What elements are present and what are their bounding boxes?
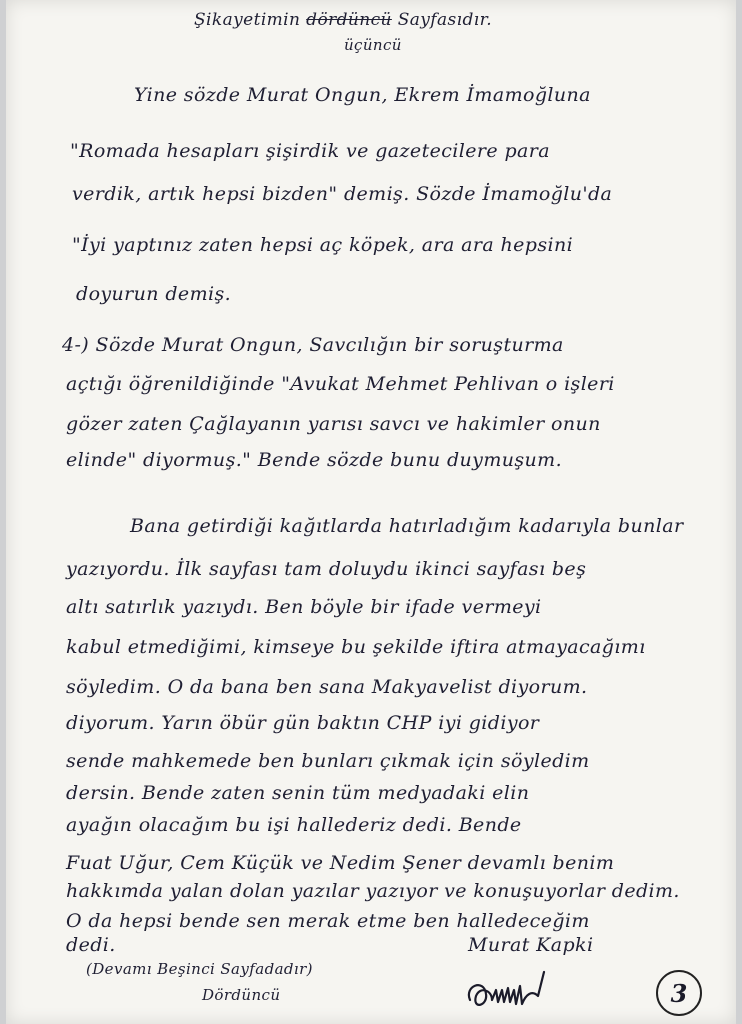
body-line: Yine sözde Murat Ongun, Ekrem İmamoğluna [134, 84, 591, 106]
body-line: kabul etmediğimi, kimseye bu şekilde iftira atmayacağımı [66, 636, 646, 658]
header-prefix: Şikayetimin [194, 10, 301, 30]
header-suffix: Sayfasıdır. [397, 10, 493, 30]
body-line: gözer zaten Çağlayanın yarısı savcı ve hakimler onun [66, 413, 601, 435]
body-line: dersin. Bende zaten senin tüm medyadaki elin [66, 782, 530, 804]
continuation-correction: Dördüncü [202, 986, 281, 1004]
page-number-badge: 3 [656, 970, 702, 1016]
body-line: açtığı öğrenildiğinde "Avukat Mehmet Pehlivan o işleri [66, 373, 615, 395]
body-line: Fuat Uğur, Cem Küçük ve Nedim Şener devamlı benim [66, 852, 615, 874]
body-line: dedi. [66, 934, 116, 956]
body-line: doyurun demiş. [76, 283, 232, 305]
body-line: O da hepsi bende sen merak etme ben halledeceğim [66, 910, 590, 932]
body-line: hakkımda yalan dolan yazılar yazıyor ve konuşuyorlar dedim. [66, 880, 680, 902]
handwritten-letter-page [6, 0, 736, 1024]
body-line: "Romada hesapları şişirdik ve gazetecilere para [70, 140, 550, 162]
body-line: altı satırlık yazıydı. Ben böyle bir ifade vermeyi [66, 596, 542, 618]
continuation-note: (Devamı Beşinci Sayfadadır) [86, 960, 313, 978]
body-line: sende mahkemede ben bunları çıkmak için söyledim [66, 750, 590, 772]
signature-name: Murat Kapki [468, 934, 594, 956]
body-line: ayağın olacağım bu işi hallederiz dedi. Bende [66, 814, 522, 836]
page-header [194, 10, 492, 30]
handwritten-signature [462, 960, 554, 1016]
body-line: Bana getirdiği kağıtlarda hatırladığım kadarıyla bunlar [130, 515, 684, 537]
body-line: söyledim. O da bana ben sana Makyavelist diyorum. [66, 676, 588, 698]
body-line: yazıyordu. İlk sayfası tam doluydu ikinci sayfası beş [66, 558, 587, 580]
body-line: 4-) Sözde Murat Ongun, Savcılığın bir soruşturma [62, 334, 564, 356]
body-line: diyorum. Yarın öbür gün baktın CHP iyi gidiyor [66, 712, 540, 734]
body-line: verdik, artık hepsi bizden" demiş. Sözde İmamoğlu'da [72, 183, 613, 205]
body-line: elinde" diyormuş." Bende sözde bunu duymuşum. [66, 449, 563, 471]
header-correction: üçüncü [344, 36, 402, 54]
header-struck-word: dördüncü [306, 10, 392, 30]
body-line: "İyi yaptınız zaten hepsi aç köpek, ara ara hepsini [72, 234, 574, 256]
